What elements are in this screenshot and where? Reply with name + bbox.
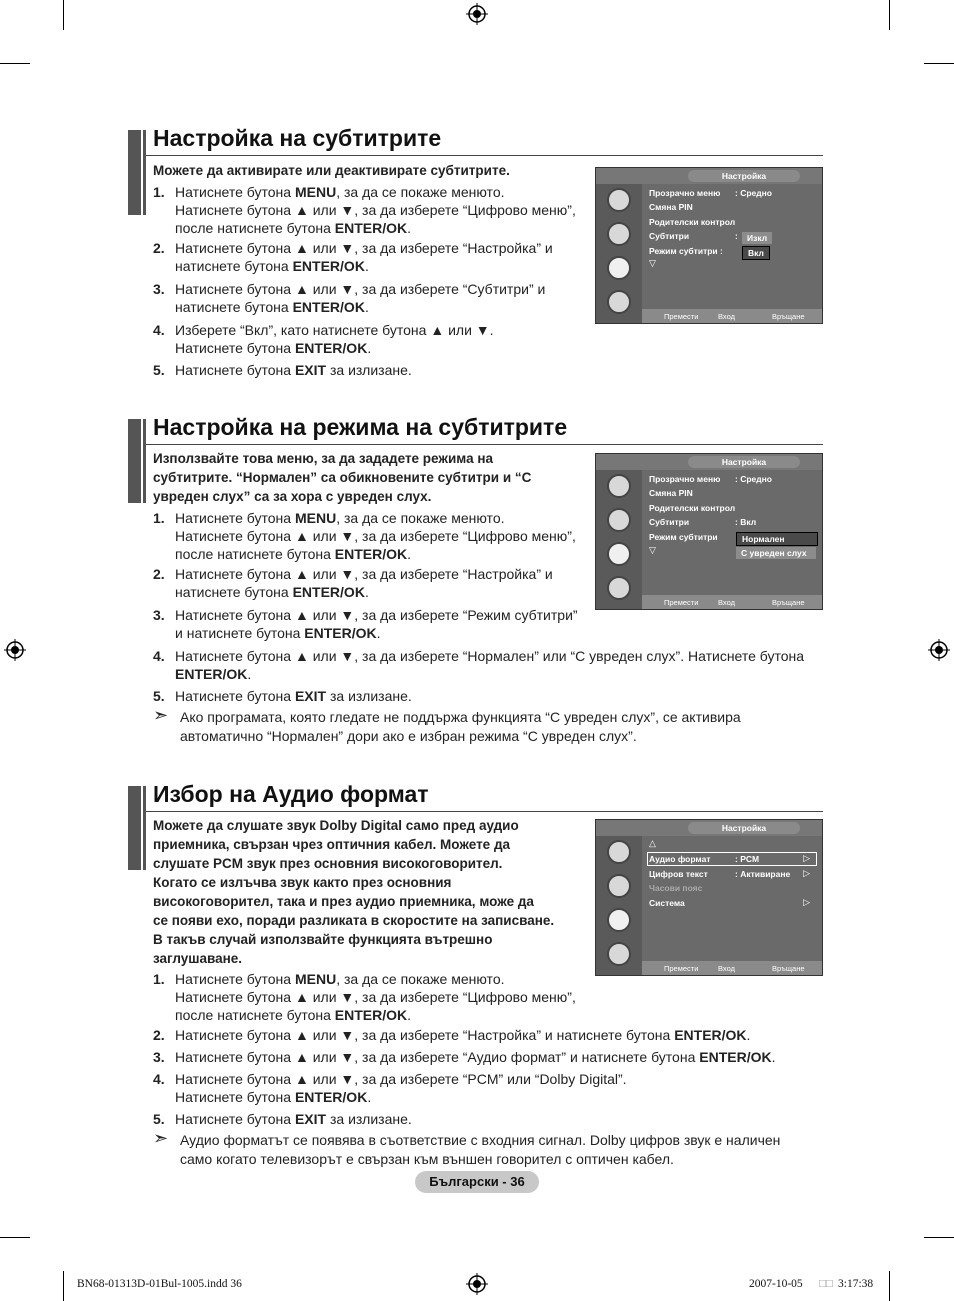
sound-menu-icon xyxy=(607,222,631,246)
crop-mark xyxy=(0,1237,30,1238)
menu-row: Смяна PIN xyxy=(649,488,693,498)
menu-row: Прозрачно меню : Средно xyxy=(649,188,772,198)
crop-mark xyxy=(924,63,954,64)
step-item: 5. Натиснете бутона EXIT за излизане. xyxy=(153,1111,412,1127)
crop-mark xyxy=(63,1271,64,1301)
input-menu-icon xyxy=(607,290,631,314)
picture-menu-icon xyxy=(607,840,631,864)
section-marker xyxy=(128,786,143,870)
tv-menu-screenshot xyxy=(595,819,823,976)
scroll-up-icon: △ xyxy=(649,838,656,848)
step-item: 5. Натиснете бутона EXIT за излизане. xyxy=(153,362,412,378)
step-item: 4. Изберете “Вкл”, като натиснете бутона ▲ или ▼. Натиснете бутона ENTER/OK. xyxy=(153,322,494,356)
option-normal-selected: Нормален xyxy=(736,532,818,546)
picture-menu-icon xyxy=(607,474,631,498)
option-hearing-impaired: С увреден слух xyxy=(736,547,816,559)
footer-time: 3:17:38 xyxy=(838,1278,874,1290)
menu-title: Настройка xyxy=(688,170,800,182)
note: ➣ Аудио форматът се появява в съответствие с входния сигнал. Dolby цифров звук е наличен само когато телевизорът е свързан към външен говорител с оптичен кабел. xyxy=(153,1128,781,1167)
step-item: 2. Натиснете бутона ▲ или ▼, за да изберете “Настройка” и натиснете бутона ENTER/OK. xyxy=(153,566,553,600)
menu-footer: Премести Вход Връщане xyxy=(642,595,822,609)
step-item: 5. Натиснете бутона EXIT за излизане. xyxy=(153,688,412,704)
crop-mark xyxy=(924,1237,954,1238)
section-marker xyxy=(128,419,143,503)
step-item: 3. Натиснете бутона ▲ или ▼, за да изберете “Субтитри” и натиснете бутона ENTER/OK. xyxy=(153,281,546,315)
setup-menu-icon xyxy=(607,908,631,932)
scroll-down-icon: ▽ xyxy=(649,545,656,555)
section-title: Настройка на субтитрите xyxy=(153,125,442,151)
note-arrow-icon: ➣ xyxy=(153,705,169,725)
submenu-arrow-icon: ▷ xyxy=(803,868,810,878)
footer-boxes: □□ xyxy=(819,1278,833,1290)
section-marker xyxy=(128,130,143,215)
step-item: 1. Натиснете бутона MENU, за да се покаже менюто. Натиснете бутона ▲ или ▼, за да изберете “Цифрово меню”, после натиснете бутона ENTER/OK. xyxy=(153,510,576,562)
submenu-arrow-icon: ▷ xyxy=(803,897,810,907)
submenu-arrow-icon: ▷ xyxy=(803,853,810,863)
picture-menu-icon xyxy=(607,188,631,212)
section-intro: Можете да слушате звук Dolby Digital само пред аудио приемника, свързан чрез оптичния кабел. Можете да слушате PCM звук през основния високоговорител. Когато се излъчва звук както през основния високоговорител, така и през аудио приемника, може да се появи ехо, поради разликата в скоростите на записване. В такъв случай използвайте функцията вътрешно заглушаване. xyxy=(153,818,555,966)
menu-row: Родителски контрол xyxy=(649,217,736,227)
footer-file: BN68-01313D-01Bul-1005.indd 36 xyxy=(77,1278,242,1290)
registration-mark-icon xyxy=(928,639,950,661)
sound-menu-icon xyxy=(607,874,631,898)
page-number-label: Български - 36 xyxy=(415,1171,539,1193)
menu-row: Режим субтитри : xyxy=(649,246,723,256)
section-rule xyxy=(146,155,823,156)
section-intro: Използвайте това меню, за да зададете режима на субтитрите. “Нормален” са обикновените субтитри и “С увреден слух” са за хора с увреден слух. xyxy=(153,451,532,504)
tv-menu-screenshot xyxy=(595,453,823,610)
menu-row: Режим субтитри xyxy=(649,532,718,542)
footer-date: 2007-10-05 xyxy=(749,1278,803,1290)
crop-mark xyxy=(889,1271,890,1301)
crop-mark xyxy=(0,63,30,64)
registration-mark-icon xyxy=(466,1273,488,1295)
step-item: 3. Натиснете бутона ▲ или ▼, за да изберете “Аудио формат” и натиснете бутона ENTER/OK. xyxy=(153,1049,776,1065)
menu-row: Родителски контрол xyxy=(649,503,736,513)
setup-menu-icon xyxy=(607,256,631,280)
setup-menu-icon xyxy=(607,542,631,566)
section-rule xyxy=(146,811,823,812)
menu-row: Аудио формат : PCM xyxy=(649,854,760,864)
section-title: Настройка на режима на субтитрите xyxy=(153,414,568,440)
step-item: 1. Натиснете бутона MENU, за да се покаже менюто. Натиснете бутона ▲ или ▼, за да изберете “Цифрово меню”, после натиснете бутона ENTER/OK. xyxy=(153,184,576,236)
option-off: Изкл xyxy=(742,232,772,244)
crop-mark xyxy=(889,0,890,30)
menu-row: Субтитри : xyxy=(649,231,738,241)
registration-mark-icon xyxy=(4,639,26,661)
menu-footer: Премести Вход Връщане xyxy=(642,309,822,323)
note: ➣ Ако програмата, която гледате не поддържа функцията “С увреден слух”, се активира автоматично “Нормален” дори ако е избран режима “С увреден слух”. xyxy=(153,705,741,744)
input-menu-icon xyxy=(607,576,631,600)
menu-row: Цифров текст : Активиране xyxy=(649,869,791,879)
step-item: 3. Натиснете бутона ▲ или ▼, за да изберете “Режим субтитри” и натиснете бутона ENTER/OK. xyxy=(153,607,578,641)
sound-menu-icon xyxy=(607,508,631,532)
section-intro: Можете да активирате или деактивирате субтитрите. xyxy=(153,163,510,178)
menu-title: Настройка xyxy=(688,822,800,834)
menu-row: Часови пояс xyxy=(649,883,703,893)
menu-row: Система xyxy=(649,898,685,908)
section-rule xyxy=(146,444,823,445)
step-item: 2. Натиснете бутона ▲ или ▼, за да изберете “Настройка” и натиснете бутона ENTER/OK. xyxy=(153,1027,751,1043)
input-menu-icon xyxy=(607,942,631,966)
step-item: 4. Натиснете бутона ▲ или ▼, за да изберете “Нормален” или “С увреден слух”. Натиснете бутона ENTER/OK. xyxy=(153,648,805,682)
step-item: 1. Натиснете бутона MENU, за да се покаже менюто. Натиснете бутона ▲ или ▼, за да изберете “Цифрово меню”, после натиснете бутона ENTER/OK. xyxy=(153,971,576,1023)
step-item: 4. Натиснете бутона ▲ или ▼, за да изберете “PCM” или “Dolby Digital”. Натиснете бутона ENTER/OK. xyxy=(153,1071,627,1105)
tv-menu-screenshot xyxy=(595,167,823,324)
menu-row: Прозрачно меню : Средно xyxy=(649,474,772,484)
note-arrow-icon: ➣ xyxy=(153,1128,169,1148)
menu-row: Субтитри : Вкл xyxy=(649,517,757,527)
option-on-selected: Вкл xyxy=(742,246,770,260)
section-title: Избор на Аудио формат xyxy=(153,781,429,807)
crop-mark xyxy=(63,0,64,30)
scroll-down-icon: ▽ xyxy=(649,258,656,268)
step-item: 2. Натиснете бутона ▲ или ▼, за да изберете “Настройка” и натиснете бутона ENTER/OK. xyxy=(153,240,553,274)
registration-mark-icon xyxy=(466,3,488,25)
menu-title: Настройка xyxy=(688,456,800,468)
menu-row: Смяна PIN xyxy=(649,202,693,212)
menu-footer: Премести Вход Връщане xyxy=(642,961,822,975)
